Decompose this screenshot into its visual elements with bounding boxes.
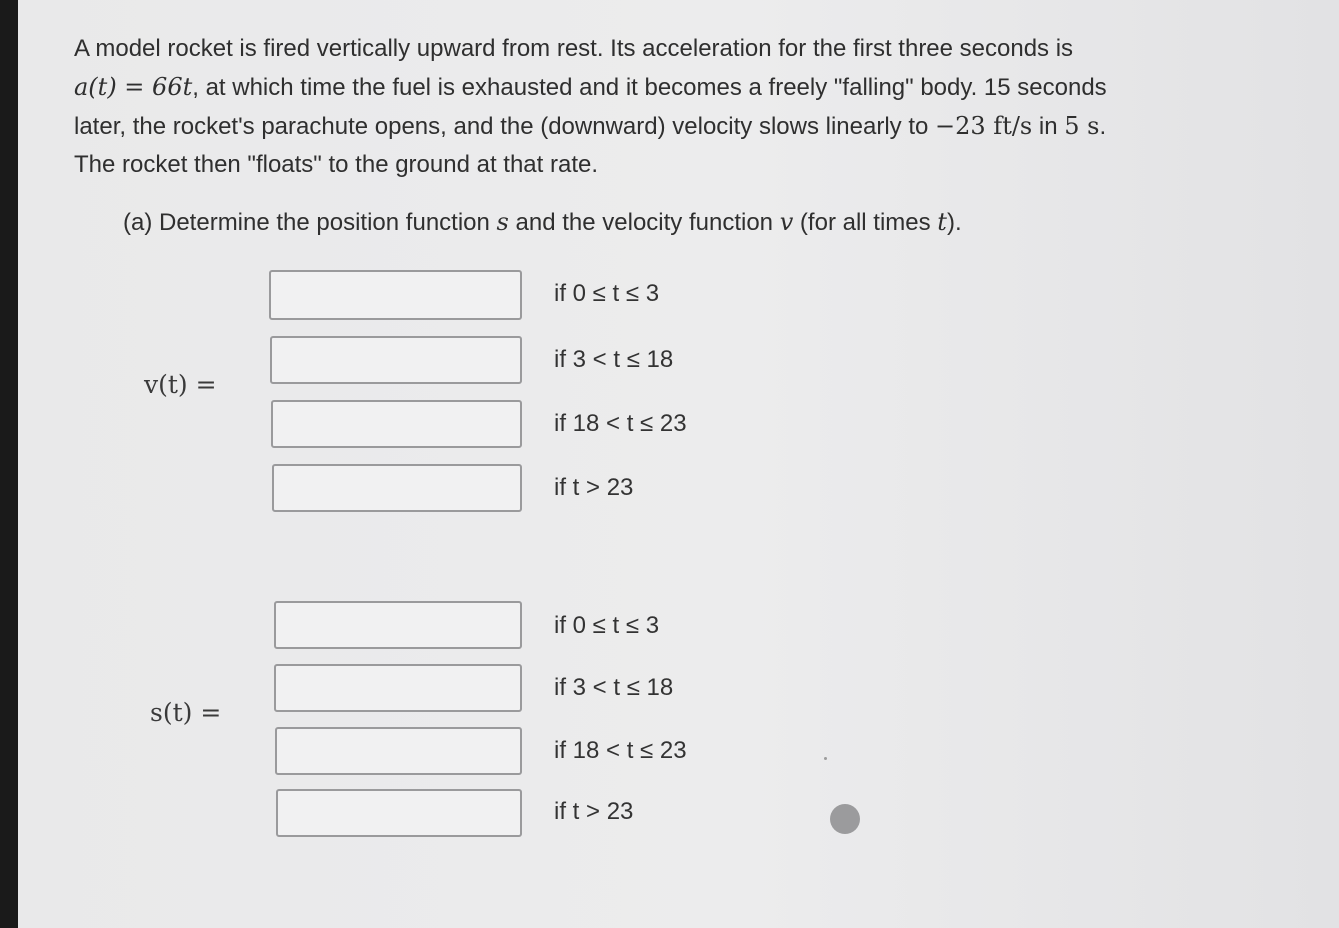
position-input-4[interactable]: [276, 789, 522, 837]
velocity-input-2[interactable]: [270, 336, 522, 384]
part-a-end: ).: [946, 209, 962, 236]
velocity-label: v(t) =: [144, 370, 217, 399]
position-condition-4: if t > 23: [554, 798, 634, 825]
position-input-2[interactable]: [274, 664, 522, 712]
position-input-1[interactable]: [274, 601, 522, 649]
screen-speck: [824, 757, 827, 760]
position-condition-2: if 3 < t ≤ 18: [554, 674, 674, 701]
part-a-prompt: [123, 203, 962, 242]
part-a-t: t: [937, 208, 947, 236]
velocity-condition-2: if 3 < t ≤ 18: [554, 346, 674, 373]
velocity-input-4[interactable]: [272, 464, 522, 512]
cursor-dot-icon: [830, 804, 860, 834]
problem-line-1: A model rocket is fired vertically upward from rest. Its acceleration for the first three seconds is: [74, 35, 1074, 62]
problem-line-3-end: .: [1099, 113, 1107, 140]
problem-line-2: [74, 68, 1214, 107]
velocity-condition-1: if 0 ≤ t ≤ 3: [554, 280, 660, 307]
velocity-input-1[interactable]: [269, 270, 522, 320]
problem-line-3-in: in: [1032, 113, 1065, 140]
problem-line-4: The rocket then "floats" to the ground at that rate.: [74, 151, 599, 178]
position-condition-1: if 0 ≤ t ≤ 3: [554, 612, 660, 639]
position-condition-3: if 18 < t ≤ 23: [554, 737, 687, 764]
problem-line-3-text: later, the rocket's parachute opens, and the (downward) velocity slows linearly to: [74, 113, 936, 140]
part-a-mid: and the velocity function: [508, 209, 780, 236]
terminal-velocity: −23 ft/s: [935, 112, 1033, 140]
velocity-input-3[interactable]: [271, 400, 522, 448]
problem-line-2-text: , at which time the fuel is exhausted and it becomes a freely "falling" body. 15 seconds: [192, 74, 1107, 101]
part-a-s: s: [496, 208, 509, 236]
part-a-v: v: [779, 208, 794, 236]
part-a-text: (a) Determine the position function: [123, 209, 497, 236]
position-label: s(t) =: [150, 698, 222, 727]
part-a-post: (for all times: [793, 209, 938, 236]
acceleration-expression: a(t) = 66t: [74, 73, 193, 101]
slowdown-time: 5 s: [1064, 112, 1100, 140]
problem-statement: [74, 30, 1214, 184]
page: [18, 0, 1339, 928]
velocity-condition-3: if 18 < t ≤ 23: [554, 410, 687, 437]
velocity-condition-4: if t > 23: [554, 474, 634, 501]
problem-line-3: [74, 107, 1214, 146]
position-input-3[interactable]: [275, 727, 522, 775]
